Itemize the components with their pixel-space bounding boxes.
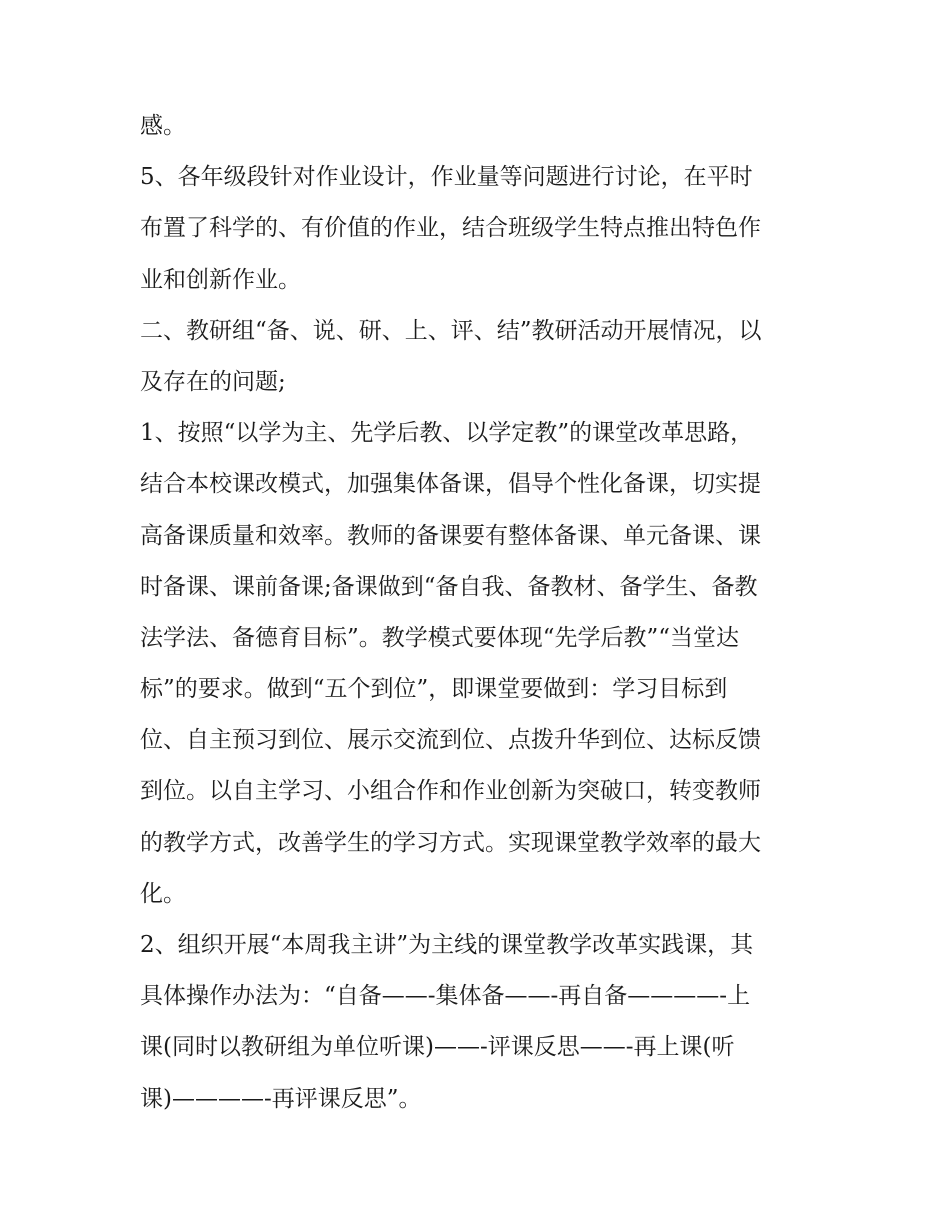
text-line: 化。 — [140, 880, 186, 907]
text-line: 2、组织开展“本周我主讲”为主线的课堂教学改革实践课，其 — [140, 932, 754, 958]
text-line: 课(同时以教研组为单位听课)——-评课反思——-再上课(听 — [140, 1034, 735, 1061]
text-line: 及存在的问题; — [140, 368, 286, 395]
document-body — [140, 101, 830, 1125]
text-line: 具体操作办法为：“自备——-集体备——-再自备————-上 — [140, 983, 751, 1010]
text-line: 感。 — [140, 113, 186, 139]
text-line: 1、按照“以学为主、先学后教、以学定教”的课堂改革思路， — [140, 420, 754, 447]
text-line: 标”的要求。做到“五个到位”，即课堂要做到：学习目标到 — [140, 676, 728, 703]
text-line: 二、教研组“备、说、研、上、评、结”教研活动开展情况，以 — [140, 317, 762, 344]
text-line: 课)————-再评课反思”。 — [140, 1085, 422, 1112]
text-line: 法学法、备德育目标”。教学模式要体现“先学后教”“当堂达 — [140, 624, 740, 651]
text-line: 到位。以自主学习、小组合作和作业创新为突破口，转变教师 — [140, 778, 761, 805]
text-line: 布置了科学的、有价值的作业，结合班级学生特点推出特色作 — [140, 215, 761, 242]
text-line: 时备课、课前备课;备课做到“备自我、备教材、备学生、备教 — [140, 573, 758, 600]
text-line: 高备课质量和效率。教师的备课要有整体备课、单元备课、课 — [140, 522, 761, 549]
text-line: 结合本校课改模式，加强集体备课，倡导个性化备课，切实提 — [140, 471, 761, 498]
text-line: 的教学方式，改善学生的学习方式。实现课堂教学效率的最大 — [140, 829, 761, 856]
text-line: 位、自主预习到位、展示交流到位、点拨升华到位、达标反馈 — [140, 727, 761, 754]
text-line: 业和创新作业。 — [140, 266, 301, 293]
text-line: 5、各年级段针对作业设计，作业量等问题进行讨论，在平时 — [140, 164, 753, 191]
